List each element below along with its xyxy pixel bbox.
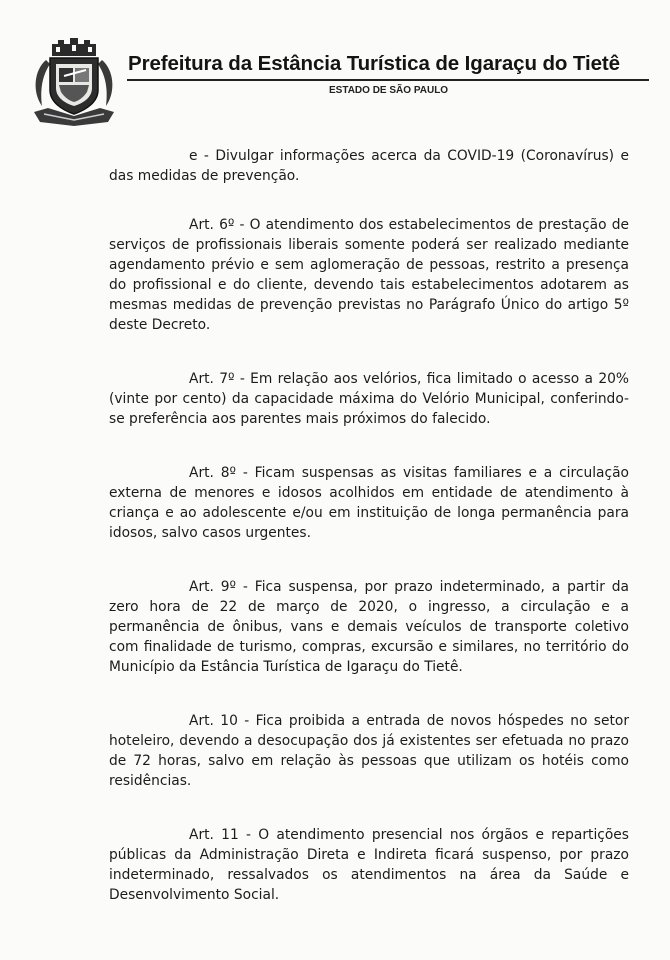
paragraph-art-9 [109,577,629,677]
paragraph-text: Art. 10 - Fica proibida a entrada de novos hóspedes no setor hoteleiro, devendo a desocupação dos já existentes ser efetuada no prazo de 72 horas, salvo em relação às pessoas que utilizam os hotéis como residências. [109,713,629,789]
paragraph-text: Art. 9º - Fica suspensa, por prazo indeterminado, a partir da zero hora de 22 de março de 2020, o ingresso, a circulação e a permanência de ônibus, vans e demais veículos de transporte coletivo com finalidade de turismo, compras, excursão e similares, no território do Município da Estância Turística de Igaraçu do Tietê. [109,579,629,675]
page-subtitle: ESTADO DE SÃO PAULO [329,85,449,96]
paragraph-text: Art. 8º - Ficam suspensas as visitas familiares e a circulação externa de menores e idosos acolhidos em entidade de atendimento à criança e ao adolescente e/ou em instituição de longa permanência para idosos, salvo casos urgentes. [109,465,629,541]
paragraph-text: e - Divulgar informações acerca da COVID-19 (Coronavírus) e das medidas de prevenção. [109,148,629,184]
paragraph-art-7 [109,369,629,429]
page-title: Prefeitura da Estância Turística de Igaraçu do Tietê [128,52,620,75]
paragraph-art-8 [109,463,629,543]
paragraph-text: Art. 11 - O atendimento presencial nos órgãos e repartições públicas da Administração Direta e Indireta ficará suspenso, por prazo indeterminado, ressalvados os atendimentos na área da Saúde e Desenvolvimento Social. [109,827,629,903]
paragraph-art-6 [109,215,629,335]
paragraph-text: Art. 6º - O atendimento dos estabelecimentos de prestação de serviços de profissionais liberais somente poderá ser realizado mediante agendamento prévio e sem aglomeração de pessoas, restrito a presença do profissional e do cliente, devendo tais estabelecimentos adotarem as mesmas medidas de prevenção previstas no Parágrafo Único do artigo 5º deste Decreto. [109,217,629,333]
header-divider [127,79,649,81]
document-body [109,146,629,939]
paragraph-art-11 [109,825,629,905]
paragraph-text: Art. 7º - Em relação aos velórios, fica limitado o acesso a 20% (vinte por cento) da capacidade máxima do Velório Municipal, conferindo-se preferência aos parentes mais próximos do falecido. [109,371,629,427]
municipal-coat-of-arms-icon [28,34,120,128]
paragraph-item-e [109,146,629,186]
letterhead [0,0,670,130]
paragraph-art-10 [109,711,629,791]
